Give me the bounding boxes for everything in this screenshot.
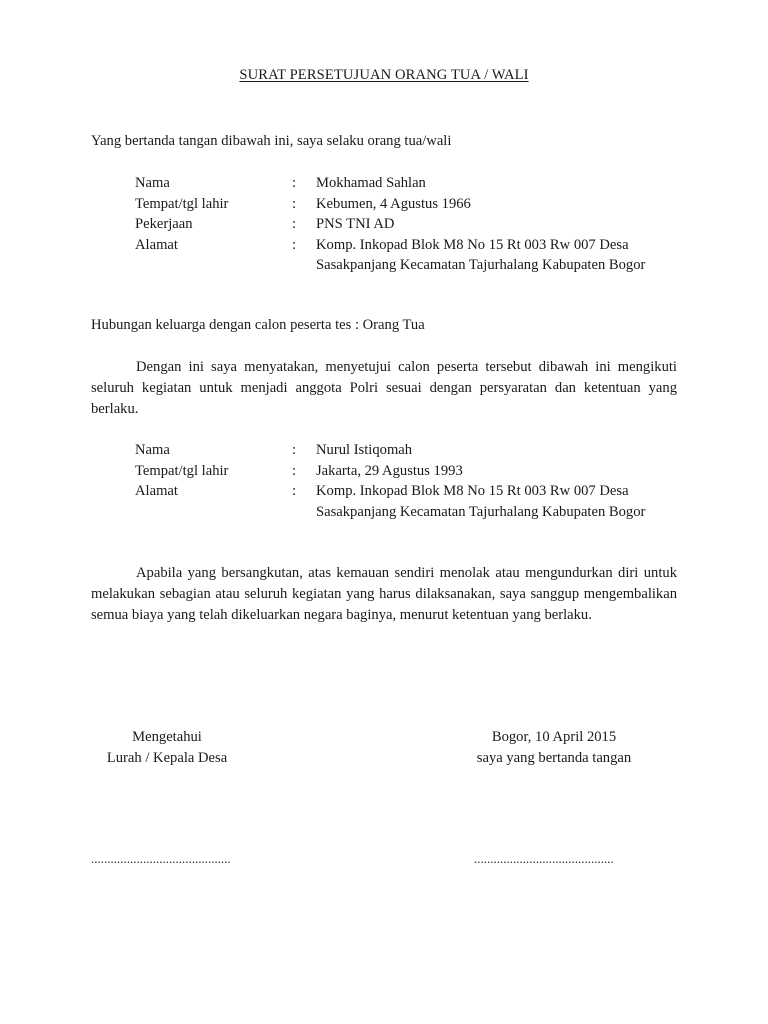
- withdrawal-paragraph: Apabila yang bersangkutan, atas kemauan sendiri menolak atau mengundurkan diri untuk melakukan sebagian atau seluruh kegiatan yang harus dilaksanakan, saya sanggup mengembalikan semua biaya yang telah dikeluarkan negara baginya, menurut ketentuan yang berlaku.: [91, 565, 677, 623]
- parent-field-birth: [135, 194, 695, 215]
- consent-paragraph: Dengan ini saya menyatakan, menyetujui calon peserta tersebut dibawah ini mengikuti seluruh kegiatan untuk menjadi anggota Polri sesuai dengan persyaratan dan ketentuan yang berlaku.: [91, 359, 677, 417]
- signature-line2: saya yang bertanda tangan: [476, 749, 632, 766]
- field-colon: :: [292, 216, 297, 232]
- field-label: Alamat: [135, 483, 178, 499]
- field-colon: :: [292, 236, 297, 253]
- signature-place-date: Bogor, 10 April 2015: [491, 729, 617, 745]
- field-value: PNS TNI AD: [316, 216, 395, 232]
- field-colon: :: [292, 442, 297, 458]
- field-label: Nama: [135, 442, 170, 458]
- field-label: Pekerjaan: [135, 216, 193, 232]
- parent-fields: [135, 173, 695, 276]
- field-value: Komp. Inkopad Blok M8 No 15 Rt 003 Rw 007 Desa Sasakpanjang Kecamatan Tajurhalang Kabupaten Bogor: [316, 236, 646, 273]
- signature-block-village-head: [95, 727, 239, 768]
- field-colon: :: [292, 195, 297, 212]
- field-label: Tempat/tgl lahir: [135, 195, 229, 212]
- field-label: Tempat/tgl lahir: [135, 462, 229, 479]
- field-label: Nama: [135, 175, 170, 191]
- signature-dots-right: ...........................................: [474, 851, 614, 866]
- candidate-fields: [135, 440, 695, 522]
- field-value: Komp. Inkopad Blok M8 No 15 Rt 003 Rw 007 Desa Sasakpanjang Kecamatan Tajurhalang Kabupaten Bogor: [316, 483, 646, 520]
- candidate-field-name: [135, 440, 695, 461]
- signature-line1: Mengetahui: [132, 729, 202, 745]
- document-title: SURAT PERSETUJUAN ORANG TUA / WALI: [239, 67, 529, 83]
- parent-field-address: [135, 235, 695, 276]
- relation-text: Hubungan keluarga dengan calon peserta tes : Orang Tua: [91, 317, 425, 333]
- field-colon: :: [292, 483, 297, 499]
- field-colon: :: [292, 175, 297, 191]
- field-value: Nurul Istiqomah: [316, 442, 413, 458]
- parent-field-occupation: [135, 214, 695, 235]
- field-value: Jakarta, 29 Agustus 1993: [316, 462, 463, 479]
- parent-field-name: [135, 173, 695, 194]
- signature-line2: Lurah / Kepala Desa: [106, 749, 228, 766]
- signature-dots-left: ...........................................: [91, 851, 231, 866]
- candidate-field-address: [135, 481, 695, 522]
- candidate-field-birth: [135, 461, 695, 482]
- intro-text: Yang bertanda tangan dibawah ini, saya selaku orang tua/wali: [91, 133, 452, 149]
- field-colon: :: [292, 462, 297, 479]
- field-value: Kebumen, 4 Agustus 1966: [316, 195, 471, 212]
- field-value: Mokhamad Sahlan: [316, 175, 426, 191]
- signature-block-parent: [464, 727, 644, 768]
- field-label: Alamat: [135, 236, 178, 253]
